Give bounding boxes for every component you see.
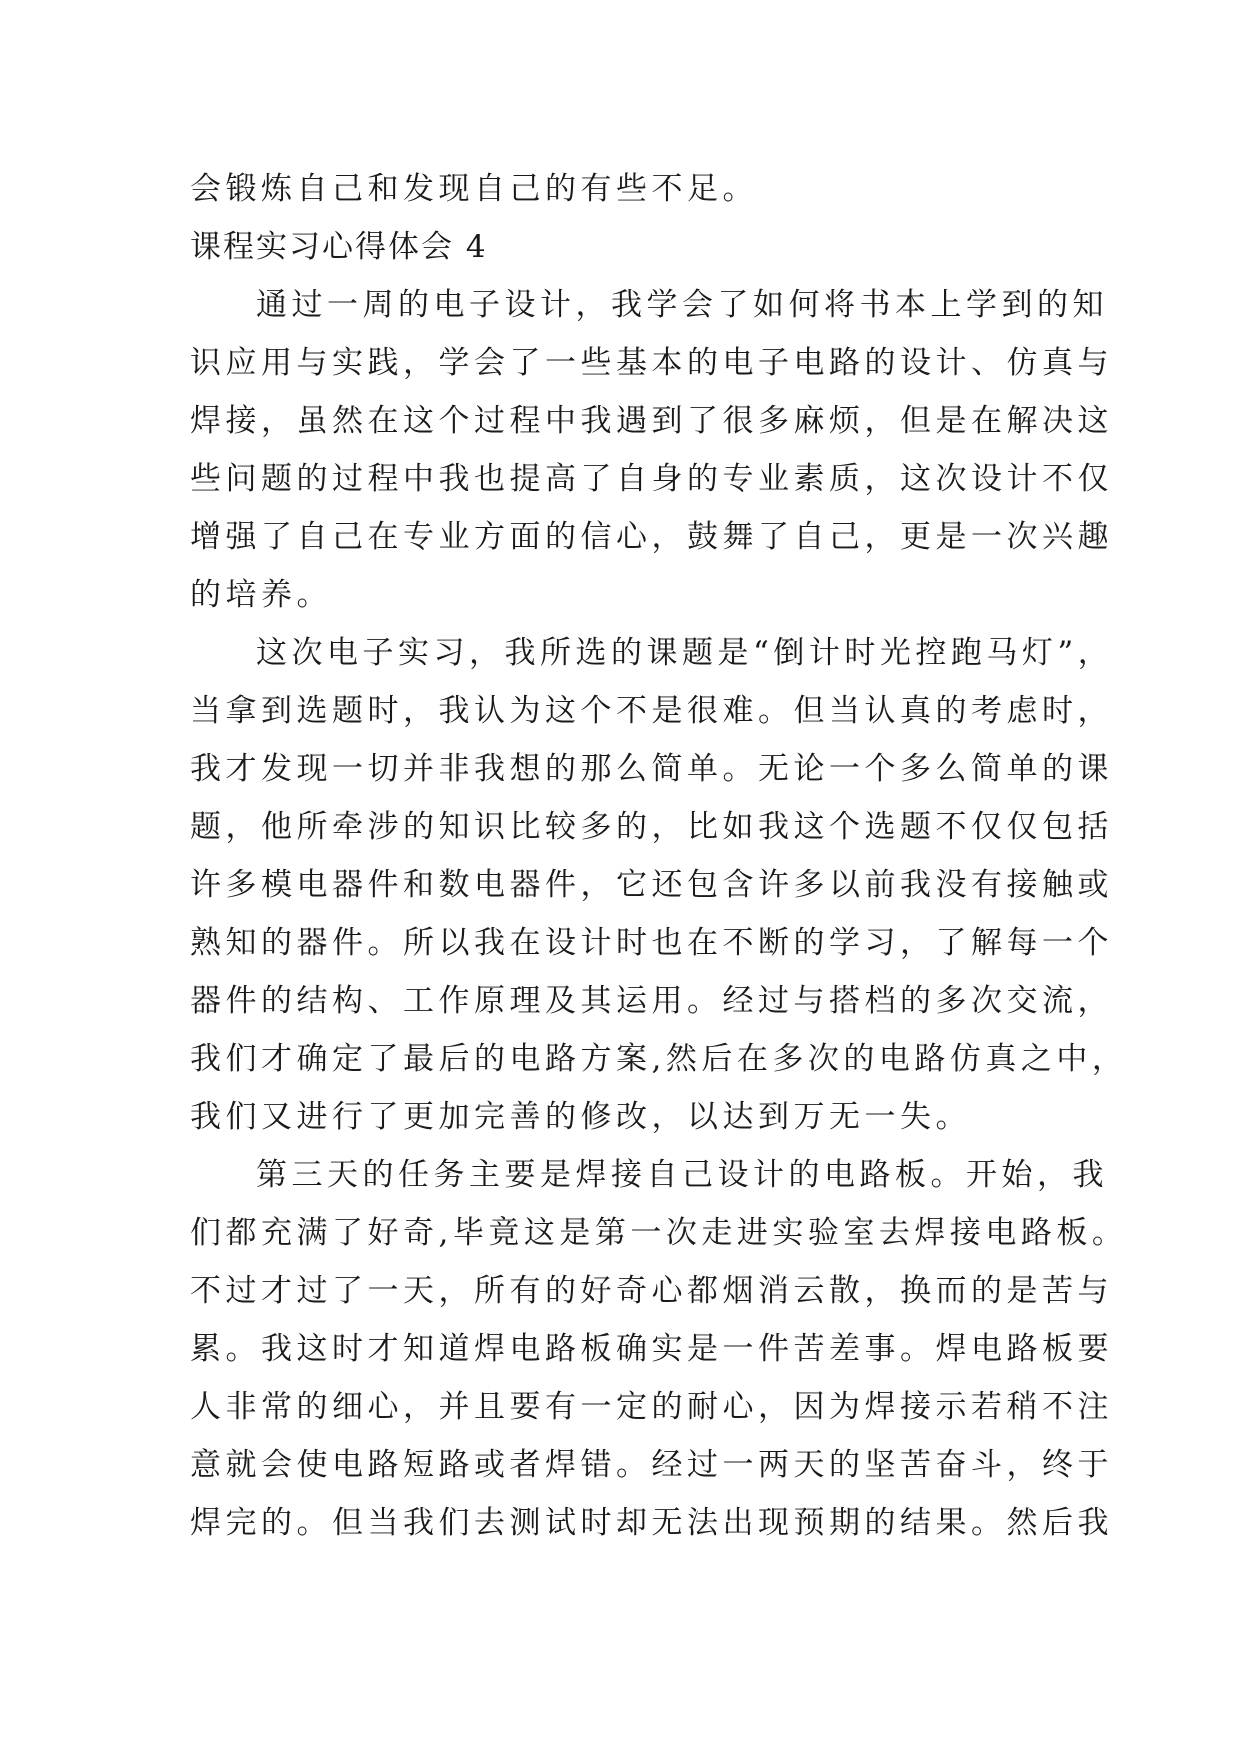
text-line: 焊接，虽然在这个过程中我遇到了很多麻烦，但是在解决这 [190, 403, 1113, 439]
section-heading: 课程实习心得体会 4 [190, 229, 488, 265]
text-line: 焊完的。但当我们去测试时却无法出现预期的结果。然后我 [190, 1505, 1113, 1541]
text-line: 会锻炼自己和发现自己的有些不足。 [190, 171, 758, 207]
text-line: 意就会使电路短路或者焊错。经过一两天的坚苦奋斗，终于 [190, 1447, 1113, 1483]
text-line: 器件的结构、工作原理及其运用。经过与搭档的多次交流， [190, 983, 1113, 1019]
text-line: 许多模电器件和数电器件，它还包含许多以前我没有接触或 [190, 867, 1113, 903]
text-line: 不过才过了一天，所有的好奇心都烟消云散，换而的是苦与 [190, 1273, 1113, 1309]
text-line: 熟知的器件。所以我在设计时也在不断的学习，了解每一个 [190, 925, 1113, 961]
text-line: 当拿到选题时，我认为这个不是很难。但当认真的考虑时， [190, 693, 1113, 729]
text-line: 的培养。 [190, 577, 332, 613]
text-line: 些问题的过程中我也提高了自身的专业素质，这次设计不仅 [190, 461, 1113, 497]
text-line: 我才发现一切并非我想的那么简单。无论一个多么简单的课 [190, 751, 1113, 787]
document-body [190, 160, 1128, 1552]
text-line: 通过一周的电子设计，我学会了如何将书本上学到的知 [256, 287, 1108, 323]
text-line: 我们又进行了更加完善的修改，以达到万无一失。 [190, 1099, 971, 1135]
text-line: 第三天的任务主要是焊接自己设计的电路板。开始，我 [256, 1157, 1108, 1193]
text-line: 识应用与实践，学会了一些基本的电子电路的设计、仿真与 [190, 345, 1113, 381]
text-line: 累。我这时才知道焊电路板确实是一件苦差事。焊电路板要 [190, 1331, 1113, 1367]
text-line: 我们才确定了最后的电路方案,然后在多次的电路仿真之中， [190, 1041, 1128, 1077]
text-line: 人非常的细心，并且要有一定的耐心，因为焊接示若稍不注 [190, 1389, 1113, 1425]
text-line: 们都充满了好奇,毕竟这是第一次走进实验室去焊接电路板。 [190, 1215, 1128, 1251]
text-line: 增强了自己在专业方面的信心，鼓舞了自己，更是一次兴趣 [190, 519, 1113, 555]
text-line: 这次电子实习，我所选的课题是“倒计时光控跑马灯”， [256, 635, 1114, 671]
text-line: 题，他所牵涉的知识比较多的，比如我这个选题不仅仅包括 [190, 809, 1113, 845]
